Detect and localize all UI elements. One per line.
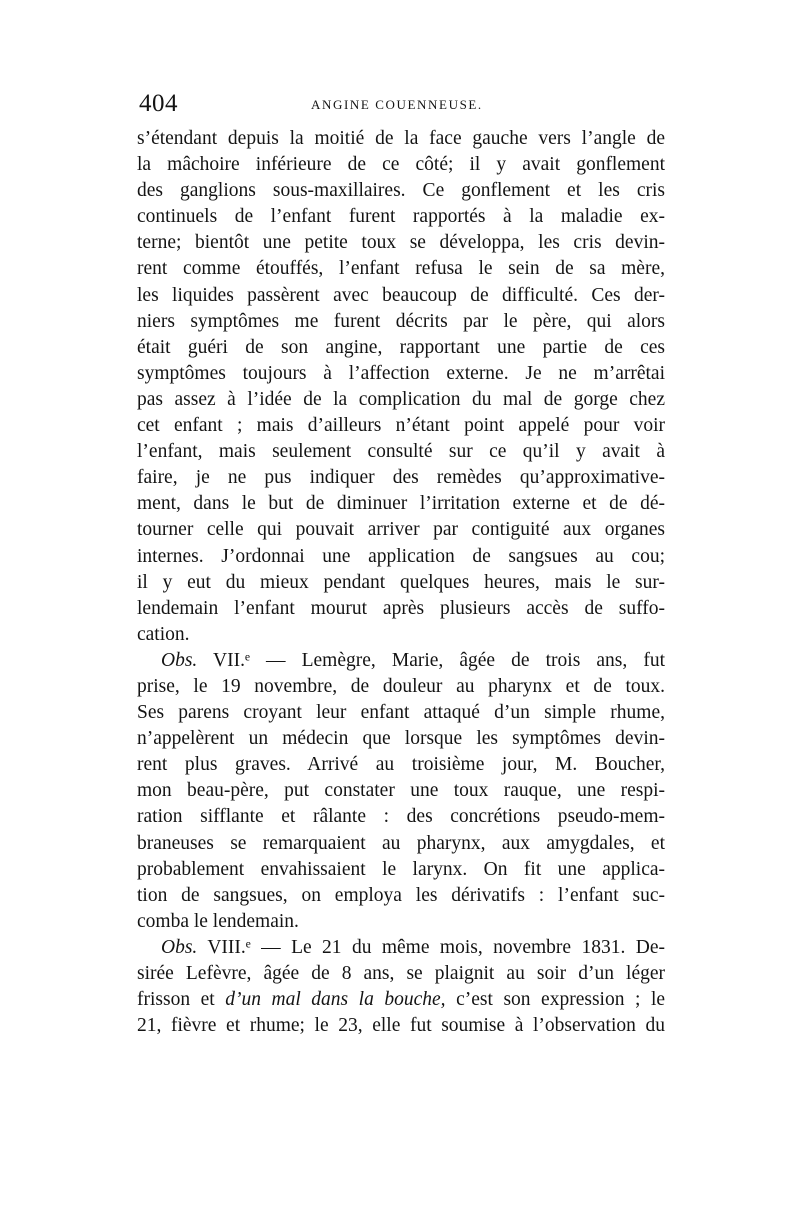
line-text: probablement envahissaient le larynx. On fit une applica- bbox=[137, 858, 665, 880]
line-text: prise, le 19 novembre, de douleur au pharynx et de toux. bbox=[137, 675, 665, 697]
text-line bbox=[137, 622, 665, 648]
text-line bbox=[137, 857, 665, 883]
italic-quote: d’un mal dans la bouche, bbox=[225, 989, 446, 1011]
text-line bbox=[137, 544, 665, 570]
line-text: s’étendant depuis la moitié de la face gauche vers l’angle de bbox=[137, 128, 665, 149]
text-line bbox=[137, 674, 665, 700]
line-text: lendemain l’enfant mourut après plusieurs accès de suffo- bbox=[137, 597, 665, 619]
line-text: ment, dans le but de diminuer l’irritation externe et de dé- bbox=[137, 493, 665, 515]
line-text-continued: c’est son expression ; le bbox=[445, 989, 666, 1011]
page-number: 404 bbox=[139, 90, 178, 117]
line-text: faire, je ne pus indiquer des remèdes qu’approximative- bbox=[137, 467, 665, 489]
line-text: tion de sangsues, on employa les dérivatifs : l’enfant suc- bbox=[137, 884, 665, 906]
text-line bbox=[137, 387, 665, 413]
line-text: internes. J’ordonnai une application de sangsues au cou; bbox=[137, 545, 665, 567]
line-text: mon beau-père, put constater une toux rauque, une respi- bbox=[137, 780, 665, 802]
text-line bbox=[137, 152, 665, 178]
line-text: 21, fièvre et rhume; le 23, elle fut soumise à l’observation du bbox=[137, 1015, 665, 1037]
line-text: niers symptômes me furent décrits par le père, qui alors bbox=[137, 310, 665, 332]
text-line bbox=[137, 309, 665, 335]
text-line bbox=[137, 961, 665, 987]
line-text: VII.ᵉ — Lemègre, Marie, âgée de trois ans, fut bbox=[197, 649, 665, 671]
text-line bbox=[137, 700, 665, 726]
text-line bbox=[137, 230, 665, 256]
text-line bbox=[137, 491, 665, 517]
line-text: les liquides passèrent avec beaucoup de difficulté. Ces der- bbox=[137, 284, 665, 306]
text-line bbox=[137, 204, 665, 230]
line-text: n’appelèrent un médecin que lorsque les symptômes devin- bbox=[137, 728, 665, 750]
text-line bbox=[137, 987, 665, 1013]
text-line bbox=[137, 752, 665, 778]
text-line bbox=[137, 778, 665, 804]
text-line bbox=[137, 1013, 665, 1039]
text-line bbox=[137, 517, 665, 543]
line-text: frisson et bbox=[137, 989, 226, 1011]
text-line bbox=[137, 935, 665, 961]
text-line bbox=[137, 178, 665, 204]
line-text: rent comme étouffés, l’enfant refusa le sein de sa mère, bbox=[137, 258, 665, 280]
line-text: cet enfant ; mais d’ailleurs n’étant point appelé pour voir bbox=[137, 415, 665, 437]
line-text: la mâchoire inférieure de ce côté; il y avait gonflement bbox=[137, 154, 665, 176]
line-text: il y eut du mieux pendant quelques heures, mais le sur- bbox=[137, 571, 665, 593]
line-text: ration sifflante et râlante : des concrétions pseudo-mem- bbox=[137, 806, 665, 828]
text-line bbox=[137, 804, 665, 830]
line-text: Ses parens croyant leur enfant attaqué d’un simple rhume, bbox=[137, 702, 665, 724]
text-line bbox=[137, 909, 665, 935]
text-line bbox=[137, 883, 665, 909]
text-line bbox=[137, 439, 665, 465]
line-text: symptômes toujours à l’affection externe. Je ne m’arrêtai bbox=[137, 362, 665, 384]
text-line bbox=[137, 413, 665, 439]
running-head: ANGINE COUENNEUSE. bbox=[311, 97, 483, 112]
text-line bbox=[137, 596, 665, 622]
body-text bbox=[137, 126, 665, 1039]
line-text: continuels de l’enfant furent rapportés à la maladie ex- bbox=[137, 206, 665, 228]
text-line bbox=[137, 831, 665, 857]
line-text: braneuses se remarquaient au pharynx, aux amygdales, et bbox=[137, 832, 665, 854]
line-text: était guéri de son angine, rapportant une partie de ces bbox=[137, 336, 665, 358]
line-text: pas assez à l’idée de la complication du mal de gorge chez bbox=[137, 388, 665, 410]
line-text: VIII.ᵉ — Le 21 du même mois, novembre 1831. De- bbox=[197, 936, 665, 958]
text-line bbox=[137, 335, 665, 361]
observation-label: Obs. bbox=[161, 649, 198, 671]
line-text: sirée Lefèvre, âgée de 8 ans, se plaignit au soir d’un léger bbox=[137, 963, 665, 984]
text-line bbox=[137, 361, 665, 387]
line-text: l’enfant, mais seulement consulté sur ce qu’il y avait à bbox=[137, 441, 665, 463]
line-text: comba le lendemain. bbox=[137, 910, 299, 932]
line-text: terne; bientôt une petite toux se développa, les cris devin- bbox=[137, 232, 665, 254]
text-line bbox=[137, 570, 665, 596]
text-line bbox=[137, 726, 665, 752]
observation-label: Obs. bbox=[161, 936, 198, 958]
text-line bbox=[137, 126, 665, 152]
line-text: tourner celle qui pouvait arriver par contiguité aux organes bbox=[137, 519, 665, 541]
text-line bbox=[137, 256, 665, 282]
line-text: des ganglions sous-maxillaires. Ce gonflement et les cris bbox=[137, 180, 665, 202]
text-line bbox=[137, 283, 665, 309]
text-line bbox=[137, 648, 665, 674]
text-line bbox=[137, 465, 665, 491]
line-text: rent plus graves. Arrivé au troisième jour, M. Boucher, bbox=[137, 754, 665, 776]
page-header bbox=[137, 90, 667, 120]
line-text: cation. bbox=[137, 623, 190, 645]
